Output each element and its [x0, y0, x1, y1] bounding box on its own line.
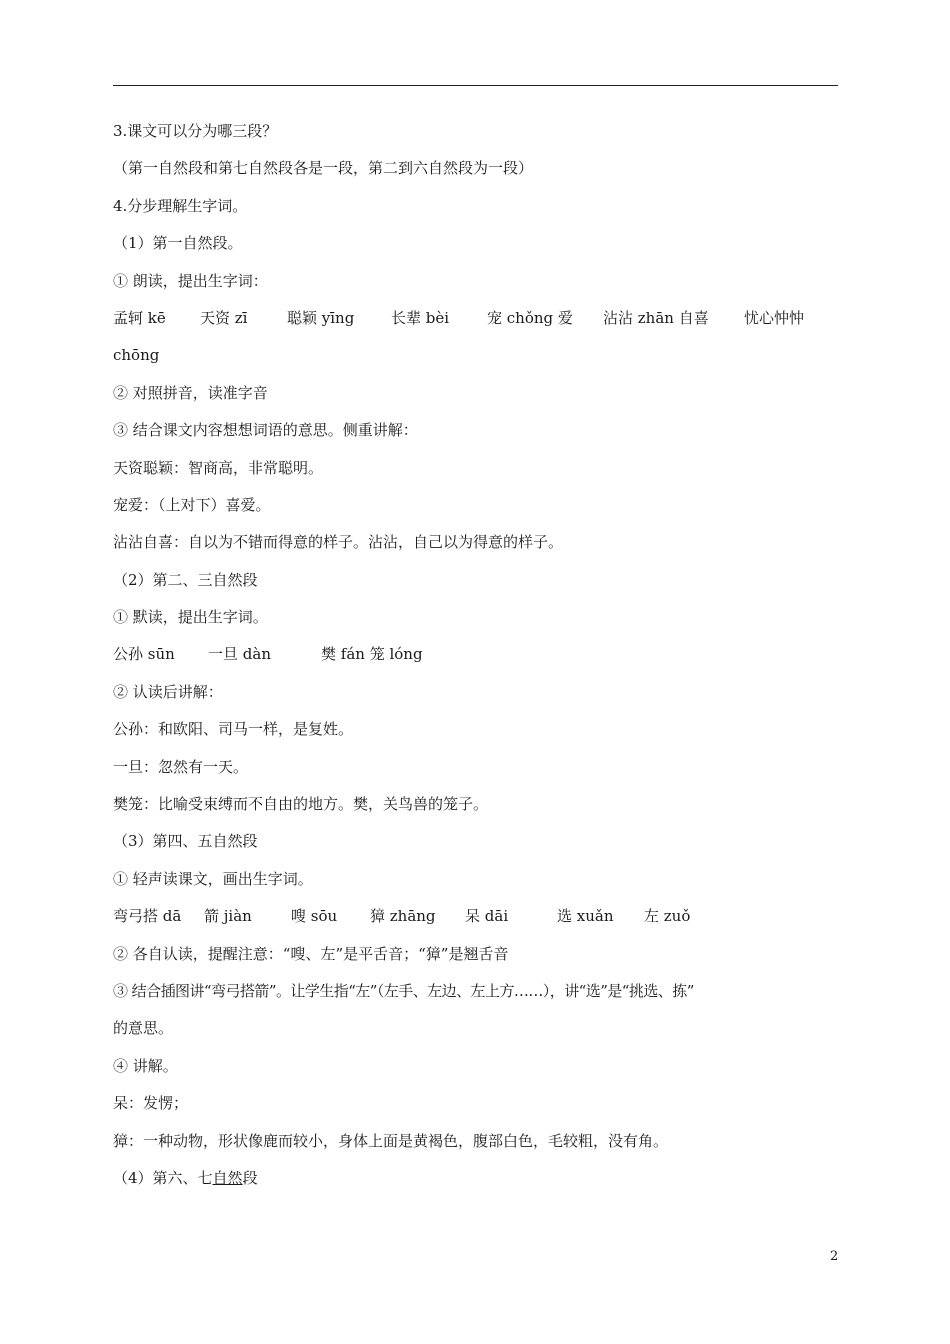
paragraph: ② 对照拼音，读准字音 [113, 383, 268, 402]
vocab-word: 獐 zhāng [370, 907, 436, 926]
paragraph: 獐：一种动物，形状像鹿而较小，身体上面是黄褐色，腹部白色，毛较粗，没有角。 [113, 1131, 669, 1150]
vocab-word: 弯弓搭 dā [113, 907, 182, 926]
paragraph: 4.分步理解生字词。 [113, 196, 248, 215]
vocab-row-1 [113, 309, 841, 327]
page-number: 2 [830, 1249, 839, 1264]
paragraph: （第一自然段和第七自然段各是一段，第二到六自然段为一段） [113, 159, 534, 178]
paragraph: （3）第四、五自然段 [113, 832, 258, 851]
paragraph: 一旦：忽然有一天。 [113, 757, 249, 776]
vocab-row-2 [113, 645, 841, 663]
paragraph: ② 认读后讲解： [113, 682, 223, 701]
vocab-word: 呆 dāi [465, 907, 509, 926]
paragraph: ④ 讲解。 [113, 1056, 178, 1075]
text-segment: 段 [242, 1168, 258, 1187]
vocab-word: 公孙 sūn [113, 645, 175, 664]
paragraph: （1）第一自然段。 [113, 234, 243, 253]
paragraph: 樊笼：比喻受束缚而不自由的地方。樊，关鸟兽的笼子。 [113, 795, 489, 814]
paragraph: ① 默读，提出生字词。 [113, 608, 268, 627]
paragraph-last [113, 1169, 841, 1187]
paragraph: 沾沾自喜：自以为不错而得意的样子。沾沾，自己以为得意的样子。 [113, 533, 564, 552]
page-body [113, 122, 841, 1206]
text-segment: （4）第六、七 [113, 1168, 213, 1187]
vocab-word: 沾沾 zhān 自喜 [603, 308, 709, 327]
vocab-word: 一旦 dàn [208, 645, 271, 664]
vocab-row-3 [113, 907, 841, 925]
vocab-word: 嗖 sōu [291, 907, 338, 926]
vocab-word: 樊 fán 笼 lóng [321, 645, 423, 664]
vocab-word: 箭 jiàn [204, 907, 252, 926]
vocab-word: 孟轲 kē [113, 308, 166, 327]
vocab-word: 宠 chǒng 爱 [487, 308, 573, 327]
paragraph: （2）第二、三自然段 [113, 570, 258, 589]
vocab-wrap: chōng [113, 346, 160, 365]
vocab-word: 左 zuǒ [644, 907, 691, 926]
vocab-word: 长辈 bèi [391, 308, 450, 327]
paragraph: 公孙：和欧阳、司马一样，是复姓。 [113, 720, 354, 739]
paragraph: 3.课文可以分为哪三段？ [113, 122, 278, 140]
header-rule [113, 85, 838, 86]
paragraph: ③ 结合课文内容想想词语的意思。侧重讲解： [113, 421, 418, 440]
underlined-text: 自然 [212, 1168, 243, 1187]
paragraph: ① 轻声读课文，画出生字词。 [113, 869, 313, 888]
paragraph: ② 各自认读，提醒注意：“嗖、左”是平舌音；“獐”是翘舌音 [113, 944, 509, 963]
vocab-word: 天资 zī [200, 308, 248, 327]
paragraph: 天资聪颖：智商高，非常聪明。 [113, 458, 324, 477]
paragraph: 呆：发愣； [113, 1094, 189, 1113]
paragraph: 的意思。 [113, 1019, 174, 1038]
paragraph: ③ 结合插图讲“弯弓搭箭”。让学生指“左”（左手、左边、左上方……），讲“选”是“挑选、拣” [113, 981, 694, 1000]
vocab-word: 选 xuǎn [557, 907, 614, 926]
paragraph: 宠爱：（上对下）喜爱。 [113, 495, 271, 514]
vocab-word: 忧心忡忡 [744, 308, 805, 327]
vocab-word: 聪颖 yīng [287, 308, 355, 327]
paragraph: ① 朗读，提出生字词： [113, 271, 268, 290]
